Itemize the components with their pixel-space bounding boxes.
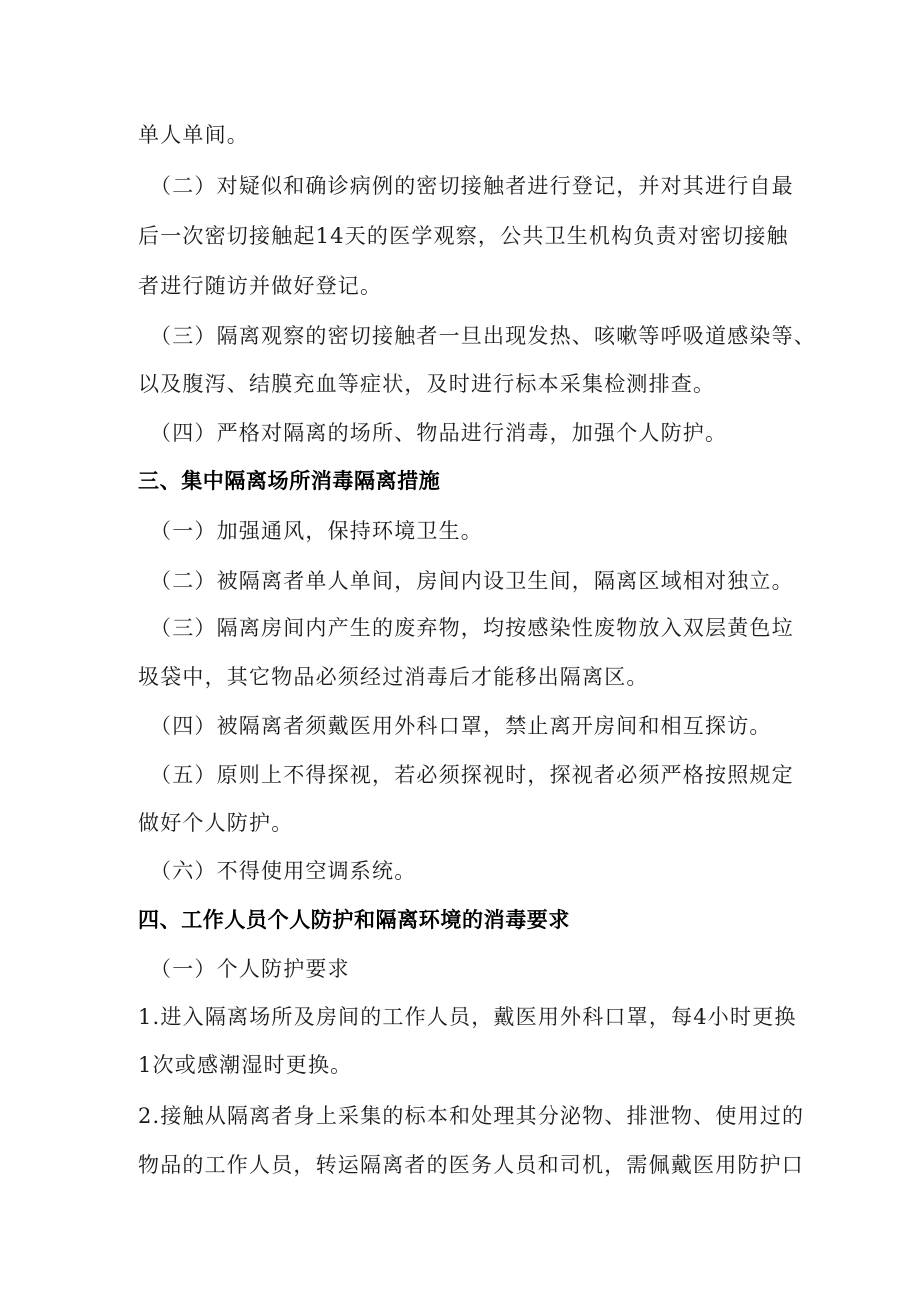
paragraph-line: 圾袋中，其它物品必须经过消毒后才能移出隔离区。 [138,665,649,689]
paragraph-line: （二）对疑似和确诊病例的密切接触者进行登记，并对其进行自最 [150,174,794,198]
paragraph-line: 做好个人防护。 [138,811,294,835]
section-heading: 四、工作人员个人防护和隔离环境的消毒要求 [138,908,570,932]
paragraph-line: 后一次密切接触起14天的医学观察，公共卫生机构负责对密切接触 [138,224,789,248]
paragraph-line: （三）隔离观察的密切接触者一旦出现发热、咳嗽等呼吸道感染等、 [150,324,816,348]
paragraph-line: （四）严格对隔离的场所、物品进行消毒，加强个人防护。 [150,421,728,445]
paragraph-line: （五）原则上不得探视，若必须探视时，探视者必须严格按照规定 [150,763,794,787]
paragraph-line: （一）加强通风，保持环境卫生。 [150,519,483,543]
paragraph-line: 者进行随访并做好登记。 [138,274,383,298]
paragraph-line: 物品的工作人员，转运隔离者的医务人员和司机，需佩戴医用防护口 [138,1153,804,1177]
section-heading: 三、集中隔离场所消毒隔离措施 [138,469,441,493]
paragraph-line: （一）个人防护要求 [150,957,350,981]
paragraph-line: （二）被隔离者单人单间，房间内设卫生间，隔离区域相对独立。 [150,569,794,593]
paragraph-line: （四）被隔离者须戴医用外科口罩，禁止离开房间和相互探访。 [150,714,772,738]
paragraph-line: 2.接触从隔离者身上采集的标本和处理其分泌物、排泄物、使用过的 [138,1104,805,1128]
paragraph-line: 单人单间。 [138,123,249,147]
paragraph-line: 以及腹泻、结膜充血等症状，及时进行标本采集检测排查。 [138,372,716,396]
paragraph-line: 1.进入隔离场所及房间的工作人员，戴医用外科口罩，每4小时更换 [138,1005,797,1029]
paragraph-line: （六）不得使用空调系统。 [150,859,417,883]
paragraph-line: 1次或感潮湿时更换。 [138,1053,353,1077]
paragraph-line: （三）隔离房间内产生的废弃物，均按感染性废物放入双层黄色垃 [150,616,794,640]
